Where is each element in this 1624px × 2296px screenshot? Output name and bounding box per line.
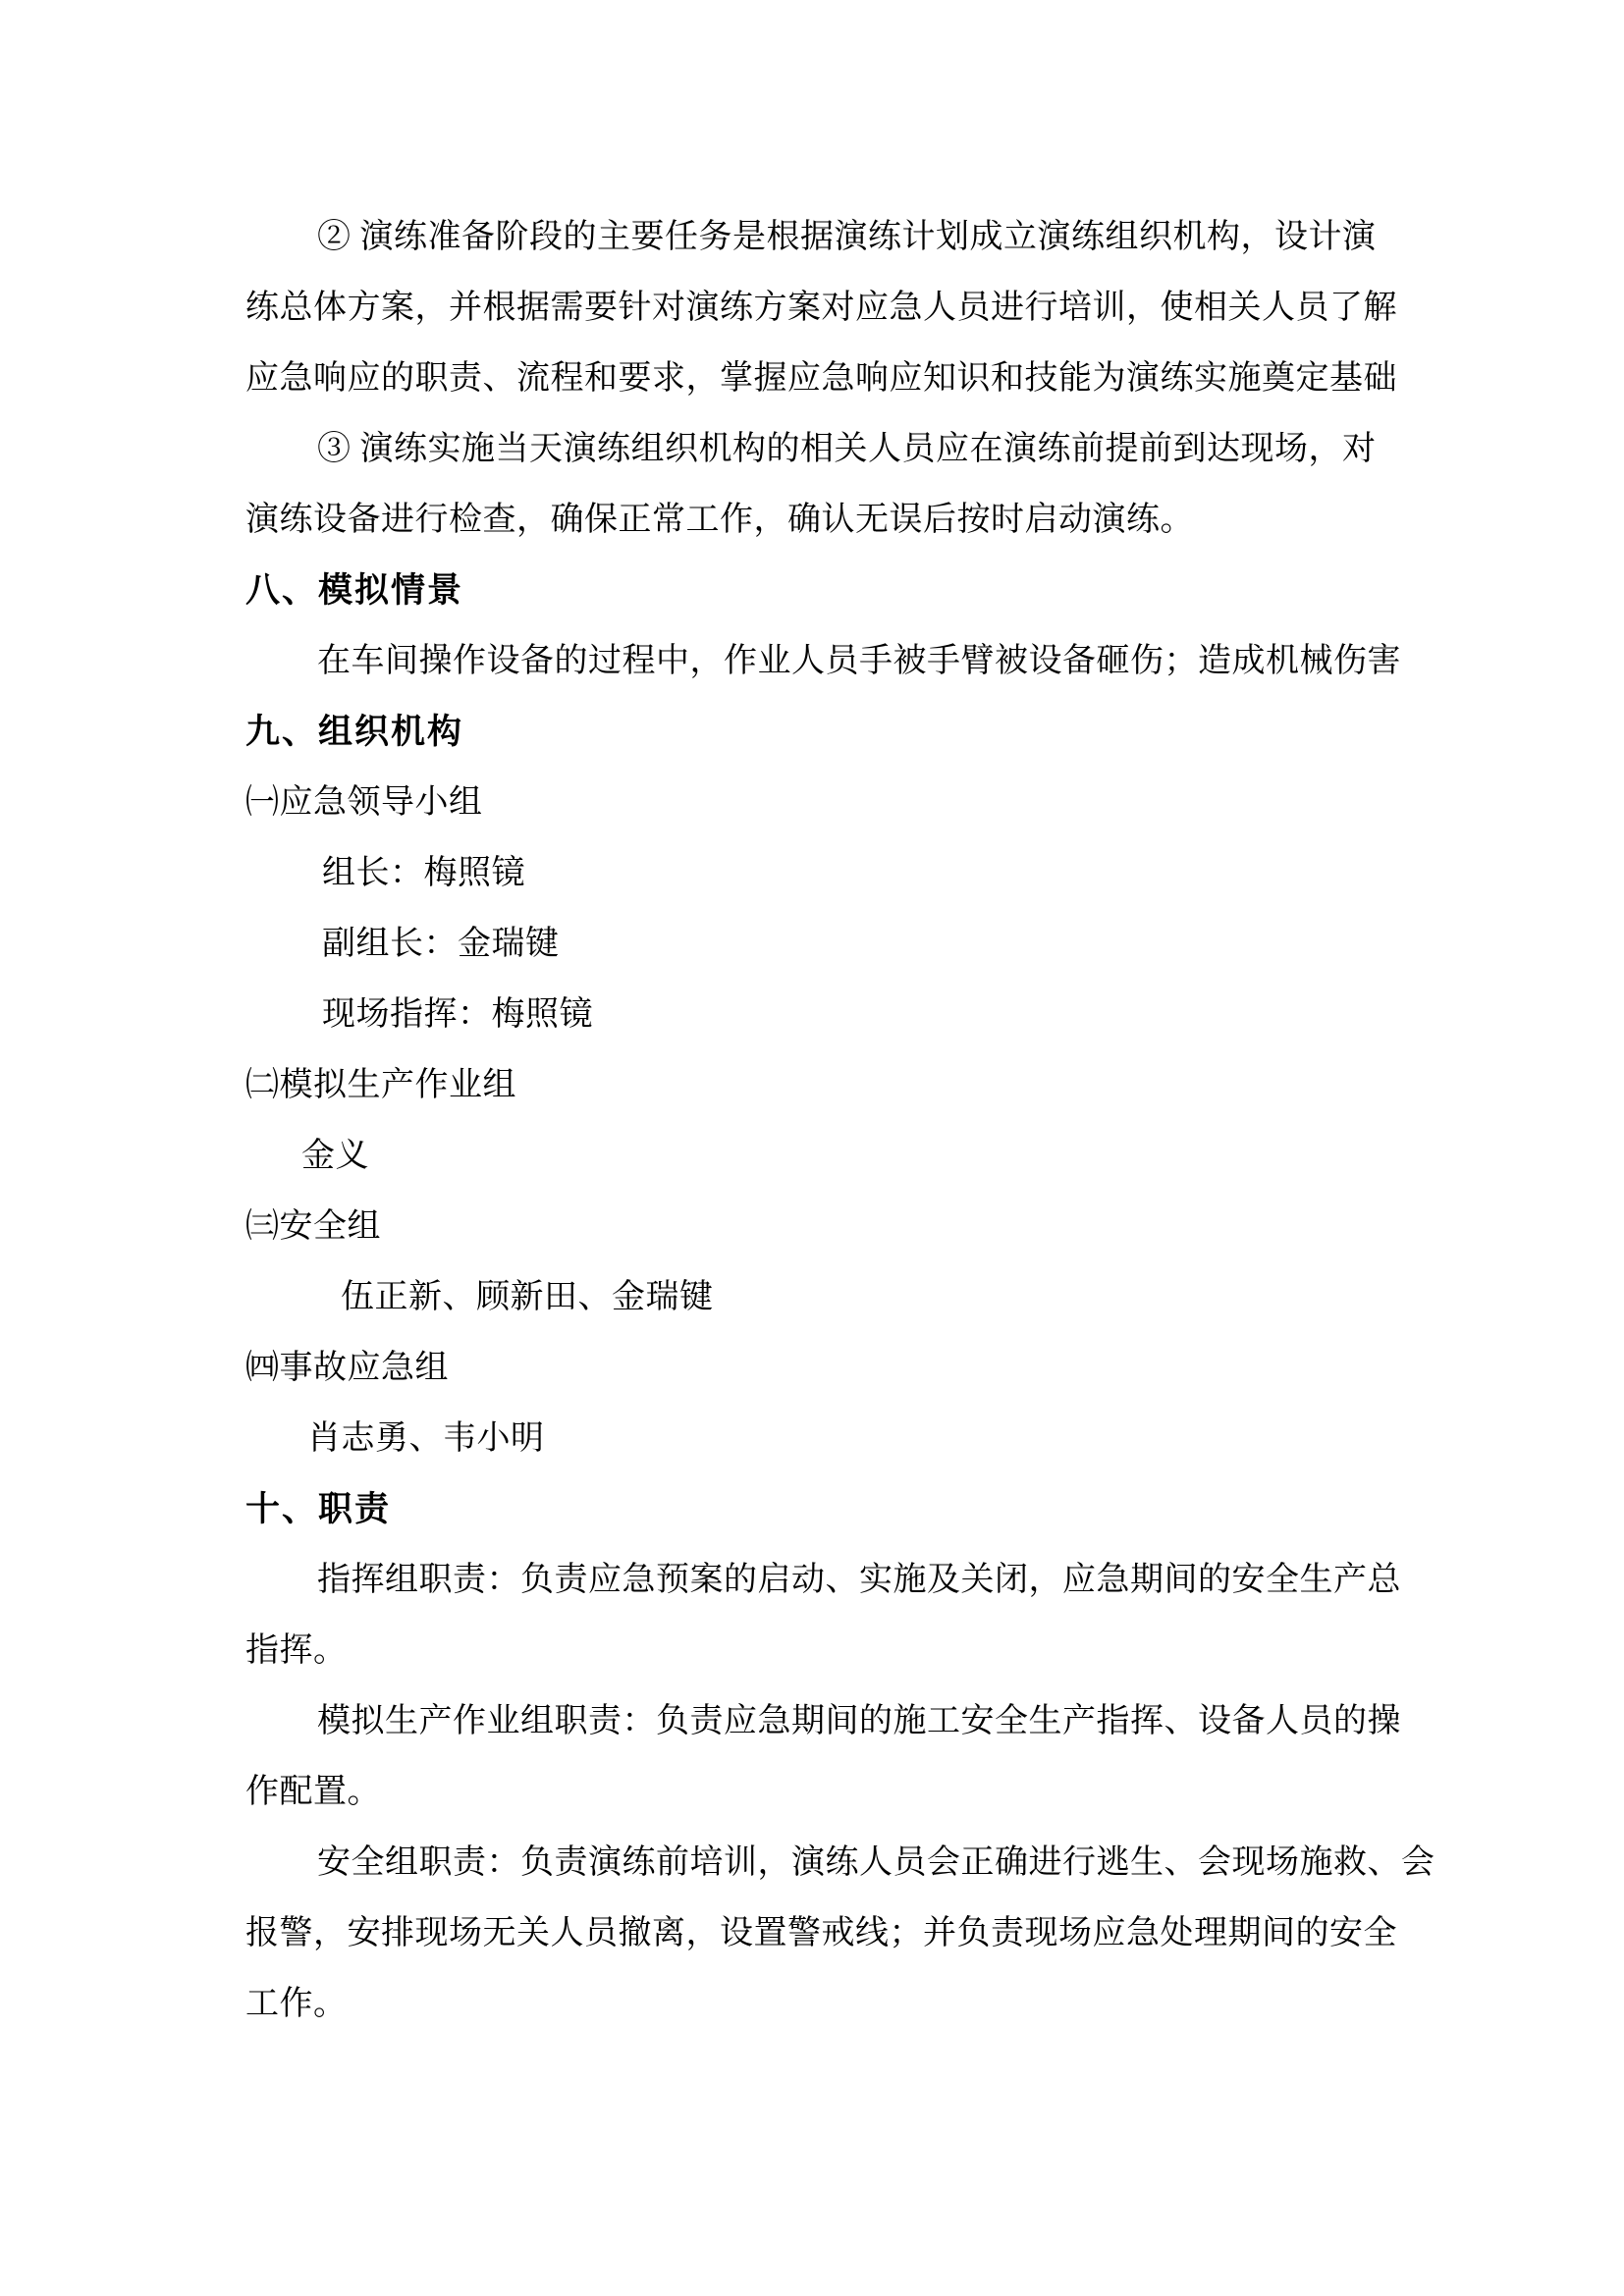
duty1-line1: 指挥组职责：负责应急预案的启动、实施及关闭，应急期间的安全生产总 (317, 1562, 1401, 1598)
paragraph-step2-line1: ② 演练准备阶段的主要任务是根据演练计划成立演练组织机构，设计演 (317, 219, 1377, 255)
duty3-line1: 安全组职责：负责演练前培训，演练人员会正确进行逃生、会现场施救、会 (317, 1844, 1435, 1881)
group1-site-commander-line: 现场指挥：梅照镜 (322, 996, 593, 1033)
group1-title-line: ㈠应急领导小组 (245, 784, 483, 821)
duty2-line2: 作配置。 (245, 1774, 381, 1810)
group3-members-line: 伍正新、顾新田、金瑞键 (341, 1279, 714, 1315)
duty3-line3: 工作。 (245, 1986, 348, 2022)
group1-deputy-leader-line: 副组长：金瑞键 (322, 926, 560, 962)
paragraph-step2-line3: 应急响应的职责、流程和要求，掌握应急响应知识和技能为演练实施奠定基础 (245, 360, 1397, 397)
duty1-line2: 指挥。 (245, 1632, 348, 1669)
section-8-scenario-line: 在车间操作设备的过程中，作业人员手被手臂被设备砸伤；造成机械伤害 (317, 643, 1401, 679)
group1-leader-line: 组长：梅照镜 (322, 855, 525, 891)
paragraph-step3-line1: ③ 演练实施当天演练组织机构的相关人员应在演练前提前到达现场，对 (317, 431, 1377, 467)
section-10-heading: 十、职责 (245, 1490, 392, 1528)
group4-title-line: ㈣事故应急组 (245, 1350, 449, 1386)
group2-members-line: 金义 (301, 1138, 369, 1174)
section-8-heading: 八、模拟情景 (245, 571, 464, 610)
group2-title-line: ㈡模拟生产作业组 (245, 1067, 516, 1103)
paragraph-step2-line2: 练总体方案，并根据需要针对演练方案对应急人员进行培训，使相关人员了解 (245, 290, 1397, 326)
group3-title-line: ㈢安全组 (245, 1208, 381, 1245)
group4-members-line: 肖志勇、韦小明 (307, 1420, 545, 1457)
document-text-block (245, 202, 1435, 2040)
duty3-line2: 报警，安排现场无关人员撤离，设置警戒线；并负责现场应急处理期间的安全 (245, 1915, 1397, 1951)
duty2-line1: 模拟生产作业组职责：负责应急期间的施工安全生产指挥、设备人员的操 (317, 1703, 1401, 1739)
paragraph-step3-line2: 演练设备进行检查，确保正常工作，确认无误后按时启动演练。 (245, 502, 1194, 538)
section-9-heading: 九、组织机构 (245, 713, 464, 751)
